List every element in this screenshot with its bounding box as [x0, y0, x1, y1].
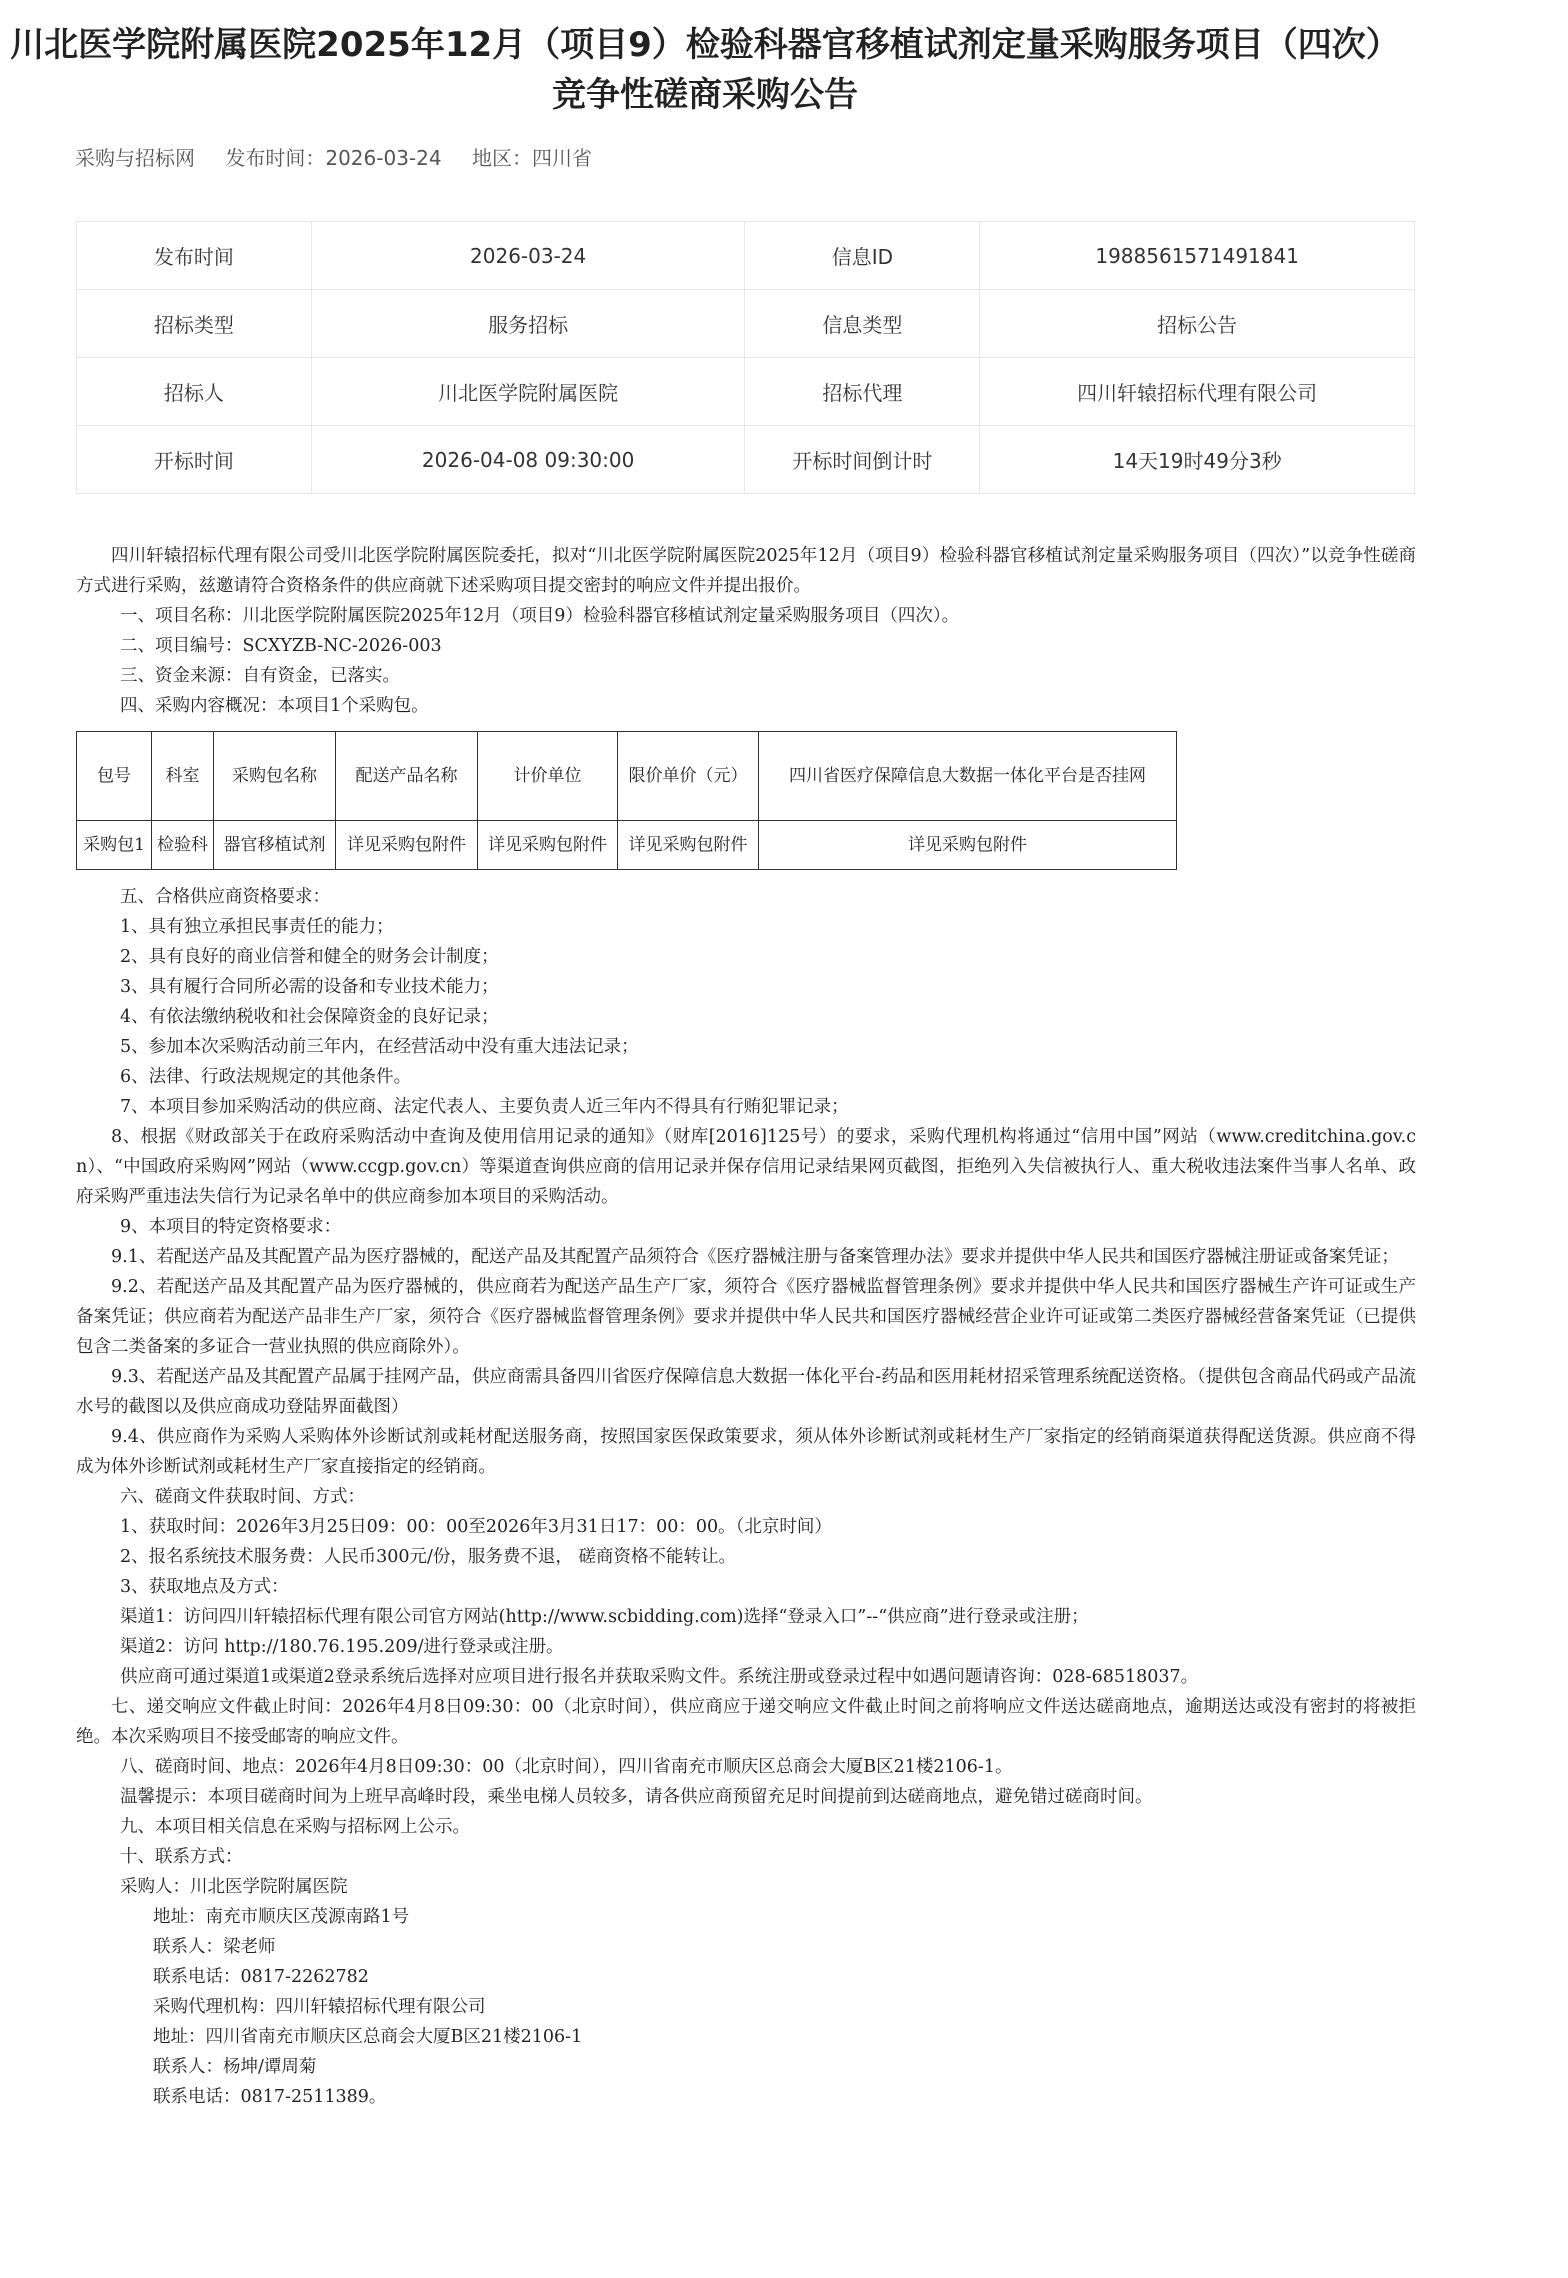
table-cell: 采购包1: [77, 821, 152, 870]
page-title: 川北医学院附属医院2025年12月（项目9）检验科器官移植试剂定量采购服务项目（四次）竞争性磋商采购公告: [10, 25, 1400, 115]
qualification-item: 2、具有良好的商业信誉和健全的财务会计制度；: [120, 947, 499, 967]
access-channel-2: 渠道2：访问 http://180.76.195.209/进行登录或注册。: [120, 1637, 564, 1657]
table-cell: 检验科: [152, 821, 214, 870]
qualification-item: 8、根据《财政部关于在政府采购活动中查询及使用信用记录的通知》（财库[2016]125号）的要求，采购代理机构将通过“信用中国”网站（www.creditchina.gov.cn）、“中国政府采购网”网站（www.ccgp.gov.cn）等渠道查询供应商的信用记录并保存信用记录结果网页截图，拒绝列入失信被执行人、重大税收违法案件当事人名单、政府采购严重违法失信行为记录名单中的供应商参加本项目的采购活动。: [76, 1127, 1416, 1207]
access-note: 供应商可通过渠道1或渠道2登录系统后选择对应项目进行报名并获取采购文件。系统注册或登录过程中如遇问题请咨询：028-68518037。: [120, 1667, 1199, 1687]
table-row: [77, 358, 1415, 426]
info-value: 2026-03-24: [311, 222, 745, 290]
info-value: 服务招标: [311, 290, 745, 358]
info-key: 开标时间: [77, 426, 312, 494]
info-value: 四川轩辕招标代理有限公司: [980, 358, 1415, 426]
buyer-phone: 联系电话：0817-2262782: [153, 1967, 369, 1987]
buyer-contact-person: 联系人：梁老师: [153, 1937, 276, 1957]
access-item: 2、报名系统技术服务费：人民币300元/份，服务费不退， 磋商资格不能转让。: [120, 1547, 736, 1567]
section-overview: 四、采购内容概况：本项目1个采购包。: [120, 696, 429, 716]
qualification-item: 1、具有独立承担民事责任的能力；: [120, 917, 394, 937]
section-document-access: 六、磋商文件获取时间、方式：: [120, 1487, 365, 1507]
table-row: [77, 821, 1177, 870]
table-cell: 详见采购包附件: [618, 821, 759, 870]
buyer-name: 采购人：川北医学院附属医院: [120, 1877, 348, 1897]
qualification-subitem: 9.4、供应商作为采购人采购体外诊断试剂或耗材配送服务商，按照国家医保政策要求，须从体外诊断试剂或耗材生产厂家指定的经销商渠道获得配送货源。供应商不得成为体外诊断试剂或耗材生产厂家直接指定的经销商。: [76, 1427, 1416, 1477]
col-header: 限价单价（元）: [618, 732, 759, 821]
agency-address: 地址：四川省南充市顺庆区总商会大厦B区21楼2106-1: [153, 2027, 583, 2047]
section-project-name: 一、项目名称：川北医学院附属医院2025年12月（项目9）检验科器官移植试剂定量采购服务项目（四次）。: [120, 606, 960, 626]
section-qualification: 五、合格供应商资格要求：: [120, 887, 330, 907]
source-link[interactable]: 采购与招标网: [75, 146, 195, 170]
info-value: 招标公告: [980, 290, 1415, 358]
access-item: 1、获取时间：2026年3月25日09：00：00至2026年3月31日17：00：00。（北京时间）: [120, 1517, 832, 1537]
buyer-address: 地址：南充市顺庆区茂源南路1号: [153, 1907, 410, 1927]
package-table: [76, 731, 1177, 870]
col-header: 四川省医疗保障信息大数据一体化平台是否挂网: [759, 732, 1177, 821]
qualification-item: 7、本项目参加采购活动的供应商、法定代表人、主要负责人近三年内不得具有行贿犯罪记录；: [120, 1097, 849, 1117]
agency-phone: 联系电话：0817-2511389。: [153, 2087, 387, 2107]
qualification-item: 6、法律、行政法规规定的其他条件。: [120, 1067, 412, 1087]
access-item: 3、获取地点及方式：: [120, 1577, 289, 1597]
info-table: [76, 221, 1415, 494]
table-cell: 详见采购包附件: [336, 821, 478, 870]
table-row: [77, 222, 1415, 290]
section-deadline: 七、递交响应文件截止时间：2026年4月8日09:30：00（北京时间），供应商应于递交响应文件截止时间之前将响应文件送达磋商地点，逾期送达或没有密封的将被拒绝。本次采购项目不接受邮寄的响应文件。: [76, 1697, 1416, 1747]
section-negotiation: 八、磋商时间、地点：2026年4月8日09:30：00（北京时间），四川省南充市顺庆区总商会大厦B区21楼2106-1。: [120, 1757, 1013, 1777]
section-project-number: 二、项目编号：SCXYZB-NC-2026-003: [120, 636, 442, 656]
table-cell: 详见采购包附件: [759, 821, 1177, 870]
col-header: 科室: [152, 732, 214, 821]
countdown-value: 14天19时49分3秒: [980, 426, 1415, 494]
section-funding: 三、资金来源：自有资金，已落实。: [120, 666, 400, 686]
col-header: 配送产品名称: [336, 732, 478, 821]
info-value: 2026-04-08 09:30:00: [311, 426, 745, 494]
col-header: 采购包名称: [214, 732, 336, 821]
agency-name: 采购代理机构：四川轩辕招标代理有限公司: [153, 1997, 486, 2017]
announcement-body: [76, 541, 1416, 2112]
qualification-item: 4、有依法缴纳税收和社会保障资金的良好记录；: [120, 1007, 499, 1027]
info-value: 川北医学院附属医院: [311, 358, 745, 426]
info-key: 开标时间倒计时: [745, 426, 980, 494]
col-header: 计价单位: [478, 732, 618, 821]
qualification-subitem: 9.2、若配送产品及其配置产品为医疗器械的，供应商若为配送产品生产厂家，须符合《医疗器械监督管理条例》要求并提供中华人民共和国医疗器械生产许可证或生产备案凭证；供应商若为配送产品非生产厂家，须符合《医疗器械监督管理条例》要求并提供中华人民共和国医疗器械经营企业许可证或第二类医疗器械经营备案凭证（已提供包含二类备案的多证合一营业执照的供应商除外）。: [76, 1277, 1416, 1357]
table-cell: 器官移植试剂: [214, 821, 336, 870]
col-header: 包号: [77, 732, 152, 821]
info-key: 信息类型: [745, 290, 980, 358]
reminder-note: 温馨提示：本项目磋商时间为上班早高峰时段，乘坐电梯人员较多，请各供应商预留充足时间提前到达磋商地点，避免错过磋商时间。: [120, 1787, 1153, 1807]
info-key: 信息ID: [745, 222, 980, 290]
info-key: 招标代理: [745, 358, 980, 426]
qualification-item: 5、参加本次采购活动前三年内，在经营活动中没有重大违法记录；: [120, 1037, 639, 1057]
region: 地区：四川省: [471, 146, 592, 170]
qualification-subitem: 9.3、若配送产品及其配置产品属于挂网产品，供应商需具备四川省医疗保障信息大数据一体化平台-药品和医用耗材招采管理系统配送资格。（提供包含商品代码或产品流水号的截图以及供应商成功登陆界面截图）: [76, 1367, 1416, 1417]
publish-date: 发布时间：2026-03-24: [225, 146, 442, 170]
table-row: [77, 290, 1415, 358]
qualification-item: 3、具有履行合同所必需的设备和专业技术能力；: [120, 977, 499, 997]
agency-contact-person: 联系人：杨坤/谭周菊: [153, 2057, 317, 2077]
table-cell: 详见采购包附件: [478, 821, 618, 870]
qualification-subitem: 9.1、若配送产品及其配置产品为医疗器械的，配送产品及其配置产品须符合《医疗器械注册与备案管理办法》要求并提供中华人民共和国医疗器械注册证或备案凭证；: [111, 1247, 1399, 1267]
meta-bar: [75, 142, 616, 171]
intro-paragraph: 四川轩辕招标代理有限公司受川北医学院附属医院委托，拟对“川北医学院附属医院2025年12月（项目9）检验科器官移植试剂定量采购服务项目（四次）”以竞争性磋商方式进行采购，兹邀请符合资格条件的供应商就下述采购项目提交密封的响应文件并提出报价。: [76, 546, 1416, 596]
info-key: 发布时间: [77, 222, 312, 290]
section-contact: 十、联系方式：: [120, 1847, 243, 1867]
access-channel-1: 渠道1：访问四川轩辕招标代理有限公司官方网站(http://www.scbidding.com)选择“登录入口”--“供应商”进行登录或注册；: [120, 1607, 1089, 1627]
info-value: 1988561571491841: [980, 222, 1415, 290]
info-key: 招标人: [77, 358, 312, 426]
section-publicity: 九、本项目相关信息在采购与招标网上公示。: [120, 1817, 470, 1837]
table-row: [77, 426, 1415, 494]
info-key: 招标类型: [77, 290, 312, 358]
table-header-row: [77, 732, 1177, 821]
qualification-item: 9、本项目的特定资格要求：: [120, 1217, 342, 1237]
